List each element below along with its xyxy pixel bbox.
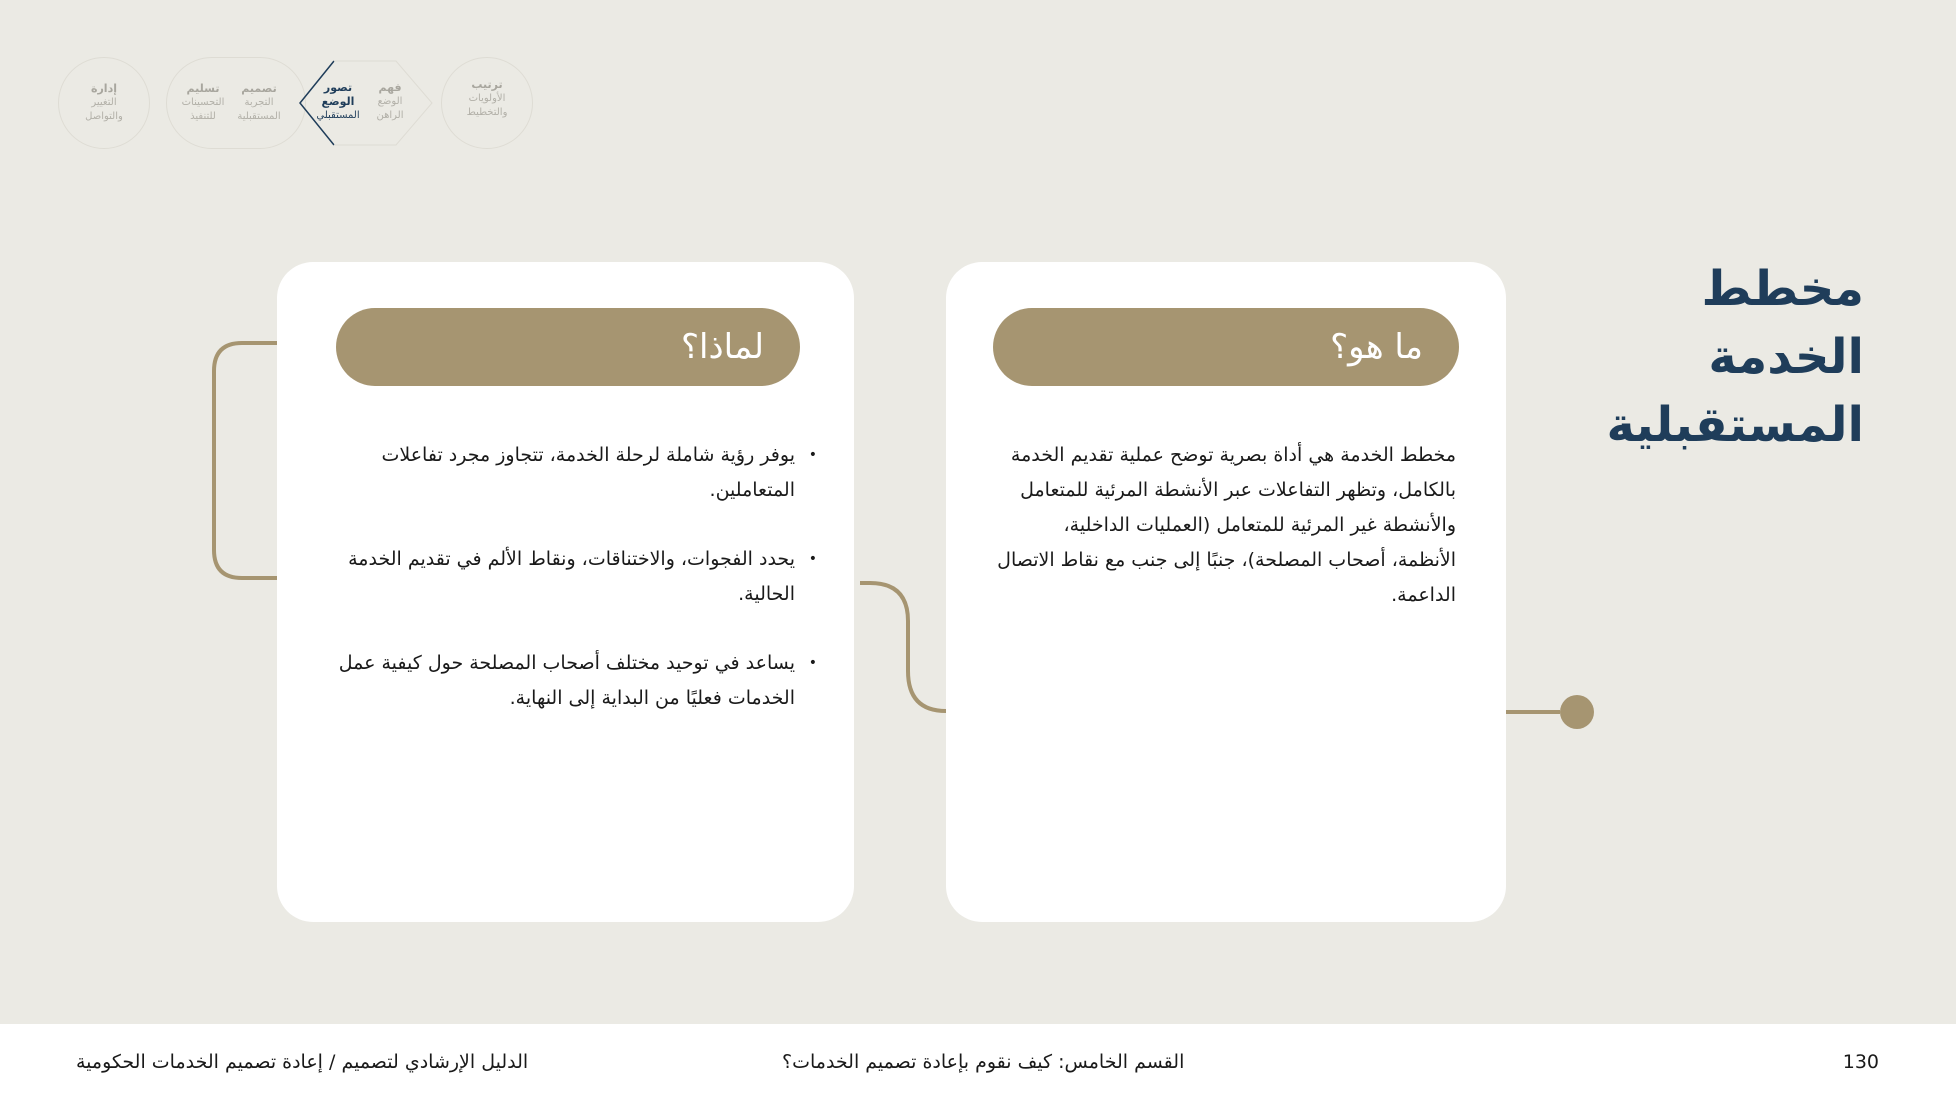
why-card xyxy=(277,262,854,922)
list-item-text: يساعد في توحيد مختلف أصحاب المصلحة حول كيفية عمل الخدمات فعليًا من البداية إلى النهاية. xyxy=(338,652,795,709)
nav-step-line: التجربة xyxy=(244,97,274,108)
nav-step-title: ترتيب xyxy=(471,78,503,91)
bullet-icon: • xyxy=(808,655,817,671)
connector-end-dot xyxy=(1560,695,1594,729)
nav-step-line: الوضع xyxy=(321,95,355,108)
what-card-heading: ما هو؟ xyxy=(993,308,1459,386)
title-line: الخدمة xyxy=(1708,329,1864,385)
nav-step-title: تسليم xyxy=(186,82,220,95)
nav-step-line: والتخطيط xyxy=(466,107,508,118)
nav-step-line: للتنفيذ xyxy=(190,111,216,122)
list-item xyxy=(317,438,817,508)
nav-step-title: فهم xyxy=(378,81,402,94)
footer-section-title: القسم الخامس: كيف نقوم بإعادة تصميم الخدمات؟ xyxy=(782,1051,1185,1073)
title-line: مخطط xyxy=(1701,261,1864,317)
nav-step-title: تصور xyxy=(323,81,353,94)
list-item-text: يحدد الفجوات، والاختناقات، ونقاط الألم في تقديم الخدمة الحالية. xyxy=(348,548,795,605)
nav-step-line: التحسينات xyxy=(181,97,225,108)
nav-step-line: والتواصل xyxy=(85,111,123,122)
page-number: 130 xyxy=(1842,1051,1879,1073)
what-card-body: مخطط الخدمة هي أداة بصرية توضح عملية تقديم الخدمة بالكامل، وتظهر التفاعلات عبر الأنشطة المرئية للمتعامل والأنشطة غير المرئية للمتعامل (العمليات الداخلية، الأنظمة، أصحاب المصلحة)، جنبًا إلى جنب مع نقاط الاتصال الداعمة. xyxy=(997,444,1456,606)
title-line: المستقبلية xyxy=(1606,397,1864,453)
bullet-icon: • xyxy=(808,551,817,567)
list-item xyxy=(317,646,817,716)
nav-step-title: إدارة xyxy=(90,82,117,95)
page-title xyxy=(1564,255,1864,459)
why-card-list xyxy=(317,438,817,750)
nav-step-line: الراهن xyxy=(376,110,404,121)
list-item-text: يوفر رؤية شاملة لرحلة الخدمة، تتجاوز مجرد تفاعلات المتعاملين. xyxy=(381,444,795,501)
nav-step-line: الأولويات xyxy=(468,93,506,104)
footer-guide-title: الدليل الإرشادي لتصميم / إعادة تصميم الخدمات الحكومية xyxy=(76,1051,529,1073)
nav-step-line: الوضع xyxy=(377,96,403,107)
nav-step-line: المستقبلي xyxy=(316,110,360,121)
why-card-heading: لماذا؟ xyxy=(336,308,800,386)
what-card xyxy=(946,262,1506,922)
list-item xyxy=(317,542,817,612)
bullet-icon: • xyxy=(808,447,817,463)
nav-step-title: تصميم xyxy=(241,82,277,95)
nav-step-line: التغيير xyxy=(91,97,117,108)
page-footer xyxy=(0,1024,1956,1100)
nav-step-line: المستقبلية xyxy=(237,111,281,122)
